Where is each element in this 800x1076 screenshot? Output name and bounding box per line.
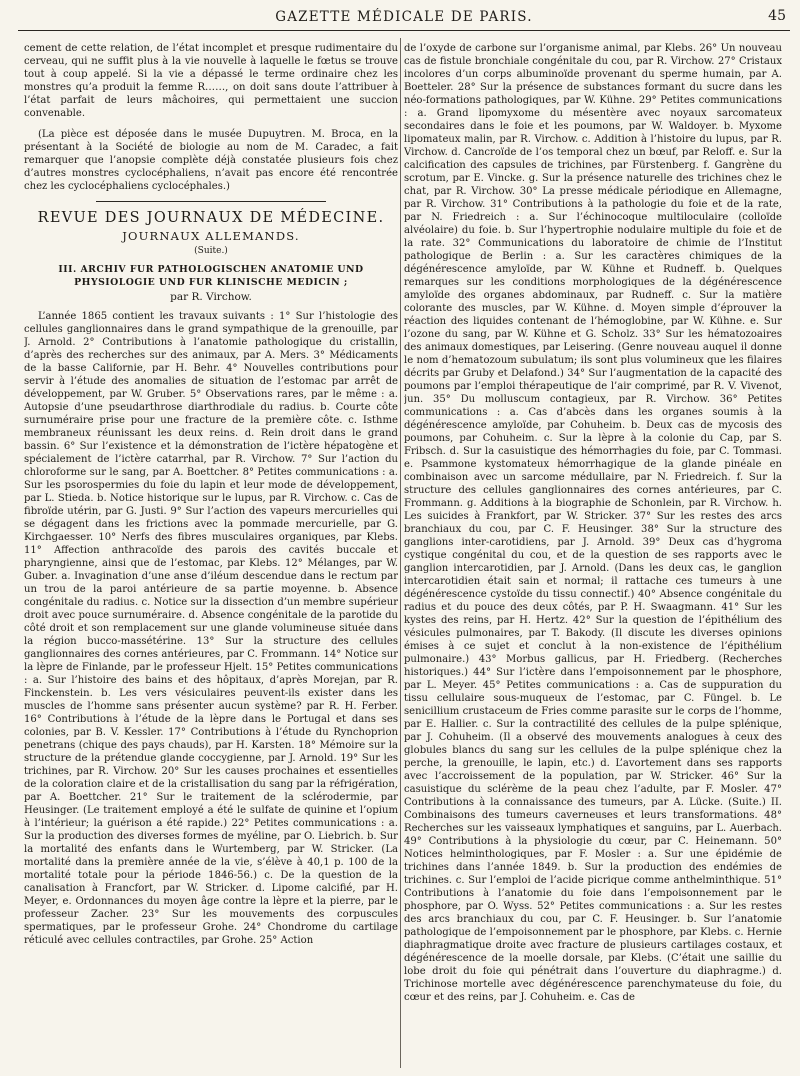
article-body-right: de l’oxyde de carbone sur l’organisme animal, par Klebs. 26° Un nouveau cas de fistule bronchiale congénitale du cou, par R. Virchow. 27° Cristaux incolores d’un corps albuminoïde provenant du sperme humain, par A. Boetteler. 28° Sur la présence de substances formant du sucre dans les néo-formations pathologiques, par W. Kühne. 29° Petites communications : a. Grand lipomyxome du mésentère avec noyaux sarcomateux secondaires dans le foie et les poumons, par W. Waldoyer. b. Myxome lipomateux malin, par R. Virchow. c. Addition à l’histoire du lupus, par R. Virchow. d. Cancroïde de l’os temporal chez un bœuf, par Reloff. e. Sur la calcification des capsules de trichines, par Fürstenberg. f. Gangrène du scrotum, par E. Vincke. g. Sur la présence naturelle des trichines chez le chat, par R. Virchow. 30° La presse médicale périodique en Allemagne, par R. Virchow. 31° Contributions à la pathologie du foie et de la rate, par N. Friedreich : a. Sur l’échinocoque multiloculaire (colloïde alvéolaire) du foie. b. Sur l’hypertrophie nodulaire multiple du foie et de la rate. 32° Communications du laboratoire de chimie de l’Institut pathologique de Berlin : a. Sur les caractères chimiques de la dégénérescence amyloïde, par W. Kühne et Rudneff. b. Quelques remarques sur les conditions morphologiques de la dégénérescence amyloïde des organes abdominaux, par Rudneff. c. Sur la matière colorante des muscles, par W. Kühne. d. Moyen simple d’éprouver la réaction des liquides contenant de l’hémoglobine, par W. Kühne. e. Sur l’ozone du sang, par W. Kühne et G. Scholz. 33° Sur les hématozoaires des animaux domestiques, par Leisering. (Genre nouveau auquel il donne le nom d’hematozoum subulatum; ils sont plus volumineux que les filaires décrits par Gruby et Delafond.) 34° Sur l’augmentation de la capacité des poumons par l’emploi thérapeutique de l’air comprimé, par R. V. Vivenot, jun. 35° Du molluscum contagieux, par R. Virchow. 36° Petites communications : a. Cas d’abcès dans les organes soumis à la dégénérescence amyloïde, par Cohuheim. b. Deux cas de mycosis des poumons, par Cohuheim. c. Sur la lèpre à la colonie du Cap, par S. Fribsch. d. Sur la casuistique des hémorrhagies du foie, par C. Tommasi. e. Psammone kystomateux hémorrhagique de la glande pinéale en combinaison avec un sarcome médullaire, par N. Friedreich. f. Sur la structure des cellules ganglionnaires des cornes antérieures, par C. Frommann. g. Additions à la biographie de Schonlein, par R. Virchow. h. Les suicides à Frankfort, par W. Stricker. 37° Sur les restes des arcs branchiaux du cou, par C. F. Heusinger. 38° Sur la structure des ganglions inter-carotidiens, par J. Arnold. 39° Deux cas d’hygroma cystique congénital du cou, et de la question de ses rapports avec le ganglion intercarotidien, par J. Arnold. (Dans les deux cas, le ganglion intercarotidien était sain et normal; il rattache ces tumeurs à une dégénérescence cystoïde du tissu connectif.) 40° Absence congénitale du radius et du pouce des deux côtés, par P. H. Swaagmann. 41° Sur les kystes des reins, par H. Hertz. 42° Sur la question de l’épithélium des vésicules pulmonaires, par T. Bakody. (Il discute les diverses opinions émises à ce sujet et conclut à la non-existence de l’épithélium pulmonaire.) 43° Morbus gallicus, par H. Friedberg. (Recherches historiques.) 44° Sur l’ictère dans l’empoisonnement par le phosphore, par L. Meyer. 45° Petites communications : a. Cas de suppuration du tissu cellulaire sous-muqueux de l’estomac, par C. Füngel. b. Le senicillium crustaceum de Fries comme parasite sur le corps de l’homme, par E. Hallier. c. Sur la contractilité des cellules de la pulpe splénique, par J. Cohuheim. (Il a observé des mouvements analogues à ceux des globules blancs du sang sur les cellules de la pulpe splénique chez la perche, la grenouille, le lapin, etc.) d. L’avortement dans ses rapports avec l’accroissement de la population, par W. Stricker. 46° Sur la casuistique du sclérème de la peau chez l’adulte, par F. Mosler. 47° Contributions à la connaissance des tumeurs, par A. Lücke. (Suite.) II. Combinaisons des tumeurs caverneuses et leurs transformations. 48° Recherches sur les vaisseaux lymphatiques et sanguins, par L. Auerbach. 49° Contributions à la physiologie du cœur, par C. Heinemann. 50° Notices helminthologiques, par F. Mosler : a. Sur une épidémie de trichines dans l’année 1849. b. Sur la production des endémies de trichines. c. Sur l’emploi de l’acide picrique comme anthelminthique. 51° Contributions à l’anatomie du foie dans l’empoisonnement par le phosphore, par O. Wyss. 52° Petites communications : a. Sur les restes des arcs branchiaux du cou, par C. F. Heusinger. b. Sur l’anatomie pathologique de l’empoisonnement par le phosphore, par Klebs. c. Hernie diaphragmatique droite avec fracture de plusieurs cartilages costaux, et dégénérescence de la moelle dorsale, par Klebs. (C’était une saillie du lobe droit du foie qui pénétrait dans l’ouverture du diaphragme.) d. Trichinose mortelle avec dégénérescence parenchymateuse du foie, du cœur et des reins, par J. Cohuheim. e. Cas de bbox=[404, 43, 782, 1003]
note-paragraph: (La pièce est déposée dans le musée Dupuytren. M. Broca, en la présentant à la Société de biologie au nom de M. Caradec, a fait remarquer que l’anopsie complète déjà constatée plusieurs fois chez d’autres monstres cyclocéphaliens, n’avait pas encore été rencontrée chez les cyclocéphaliens cyclocéphales.) bbox=[24, 129, 398, 192]
page-number: 45 bbox=[768, 8, 786, 24]
article-byline: par R. Virchow. bbox=[170, 291, 252, 303]
subsection-title: JOURNAUX ALLEMANDS. bbox=[122, 229, 300, 243]
continued-paragraph: cement de cette relation, de l’état incomplet et presque rudimentaire du cerveau, qui ne suffit plus à la vie nouvelle à laquelle le fœtus se trouve tout à coup appelé. Si la vie a dépassé le terme ordinaire chez les monstres qu’a produit la femme R……, on doit sans doute l’attribuer à l’état parfait de leurs mâchoires, qui permettaient une succion convenable. bbox=[24, 43, 398, 119]
section-title: REVUE DES JOURNAUX DE MÉDECINE. bbox=[37, 210, 385, 226]
suite-note: (Suite.) bbox=[194, 246, 228, 256]
article-heading: III. ARCHIV FUR PATHOLOGISCHEN ANATOMIE UND PHYSIOLOGIE UND FUR KLINISCHE MEDICIN ; bbox=[58, 264, 364, 288]
journal-title: GAZETTE MÉDICALE DE PARIS. bbox=[275, 9, 533, 25]
section-divider bbox=[96, 201, 326, 202]
column-divider bbox=[400, 38, 401, 1068]
right-column bbox=[404, 42, 782, 1070]
page-header bbox=[18, 4, 790, 31]
article-body-left: L’année 1865 contient les travaux suivants : 1° Sur l’histologie des cellules ganglionnaires dans le grand sympathique de la grenouille, par J. Arnold. 2° Contributions à l’anatomie pathologique du cristallin, d’après des recherches sur des animaux, par A. Mers. 3° Médicaments de la basse Californie, par H. Behr. 4° Nouvelles contributions pour servir à l’étude des anomalies de situation de l’estomac par arrêt de développement, par W. Gruber. 5° Observations rares, par le même : a. Autopsie d’une pseudarthrose diarthrodiale du radius. b. Courte côte surnuméraire prise pour une fracture de la première côte. c. Isthme membraneux réunissant les deux reins. d. Rein droit dans le grand bassin. 6° Sur l’existence et la démonstration de l’ictère hépatogène et spécialement de l’ictère catarrhal, par R. Virchow. 7° Sur l’action du chloroforme sur le sang, par A. Boettcher. 8° Petites communications : a. Sur les psorospermies du foie du lapin et leur mode de développement, par L. Stieda. b. Notice historique sur le lupus, par R. Virchow. c. Cas de fibroïde utérin, par G. Justi. 9° Sur l’action des vapeurs mercurielles qui se dégagent dans les frictions avec la pommade mercurielle, par G. Kirchgaesser. 10° Nerfs des fibres musculaires organiques, par Klebs. 11° Affection anthracoïde des parois des cavités buccale et pharyngienne, ainsi que de l’estomac, par Klebs. 12° Mélanges, par W. Guber. a. Invagination d’une anse d’iléum descendue dans le rectum par un trou de la paroi antérieure de sa partie moyenne. b. Absence congénitale du radius. c. Notice sur la dissection d’un membre supérieur droit avec pouce surnuméraire. d. Absence congénitale de la parotide du côté droit et son remplacement sur une glande volumineuse située dans la région bucco-massétérine. 13° Sur la structure des cellules ganglionnaires des cornes antérieures, par C. Frommann. 14° Notice sur la lèpre de Finlande, par le professeur Hjelt. 15° Petites communications : a. Sur l’histoire des bains et des hôpitaux, d’après Morejan, par R. Finckenstein. b. Les vers vésiculaires peuvent-ils exister dans les muscles de l’homme sans présenter aucun système? par R. H. Ferber. 16° Contributions à l’étude de la lèpre dans le Portugal et dans ses colonies, par B. V. Kessler. 17° Contributions à l’étude du Rynchoprion penetrans (chique des pays chauds), par H. Karsten. 18° Mémoire sur la structure de la prétendue glande coccygienne, par J. Arnold. 19° Sur les trichines, par R. Virchow. 20° Sur les causes prochaines et essentielles de la coloration claire et de la cristallisation du sang par la réfrigération, par A. Boettcher. 21° Sur le traitement de la sclérodermie, par Heusinger. (Le traitement employé a été le sulfate de quinine et l’opium à l’intérieur; la guérison a été rapide.) 22° Petites communications : a. Sur la production des diverses formes de myéline, par O. Liebrich. b. Sur la mortalité des enfants dans le Wurtemberg, par W. Stricker. (La mortalité dans la première année de la vie, s’élève à 40,1 p. 100 de la mortalité totale pour la période 1846-56.) c. De la question de la canalisation à Francfort, par W. Stricker. d. Lipome calcifié, par H. Meyer, e. Ordonnances du moyen âge contre la lèpre et la pierre, par le professeur Zacher. 23° Sur les mouvements des corpuscules spermatiques, par le professeur Grohe. 24° Chondrome du cartilage réticulé avec cellules contractiles, par Grohe. 25° Action bbox=[24, 311, 398, 946]
left-column bbox=[24, 42, 398, 1070]
